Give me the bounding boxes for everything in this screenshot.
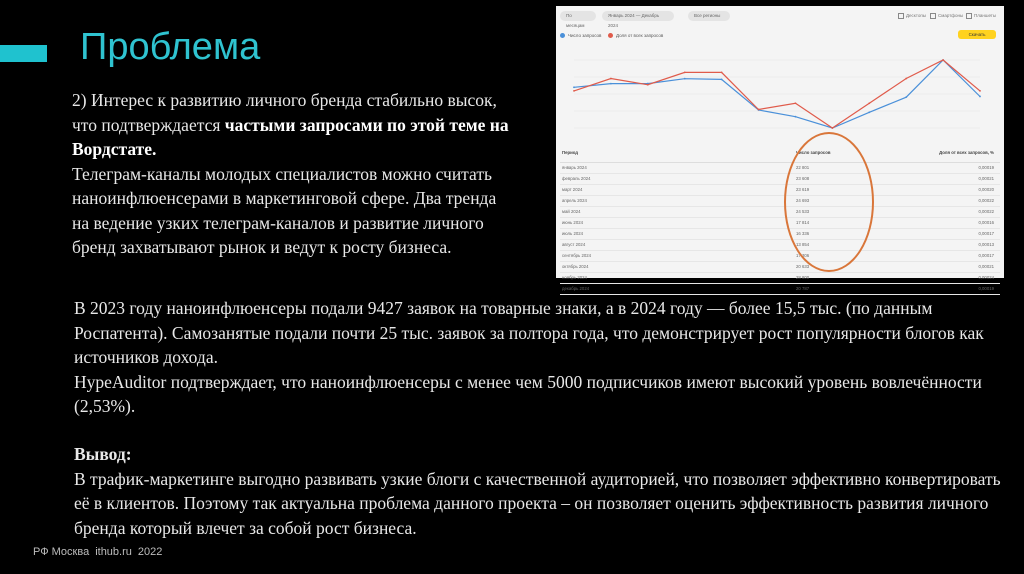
col-requests[interactable]: Число запросов — [796, 150, 831, 155]
row-requests: 13 854 — [796, 242, 810, 247]
row-period: июль 2024 — [562, 231, 584, 236]
row-share: 0,00022 — [978, 209, 994, 214]
highlight-oval — [784, 132, 874, 272]
footer-site: ithub.ru — [95, 546, 132, 558]
row-period: ноябрь 2024 — [562, 275, 587, 280]
row-requests: 20 633 — [796, 264, 810, 269]
intro-part1: 2) Интерес к развитию личного бренда стабильно высок, что подтверждается — [72, 90, 497, 135]
data-point — [979, 96, 981, 98]
data-point — [573, 90, 575, 92]
col-period[interactable]: Период — [562, 150, 579, 155]
data-point — [647, 84, 649, 86]
row-requests: 28 800 — [796, 275, 810, 280]
row-share: 0,00021 — [978, 176, 994, 181]
intro-bold: частыми запросами по этой теме на Вордстате. — [72, 114, 509, 159]
row-requests: 23 608 — [796, 176, 810, 181]
data-point — [831, 127, 833, 129]
data-point — [721, 79, 723, 81]
body-text — [74, 296, 1004, 419]
row-period: апрель 2024 — [562, 198, 587, 203]
row-period: январь 2024 — [562, 165, 587, 170]
region-select[interactable]: Все регионы — [688, 11, 730, 21]
row-period: октябрь 2024 — [562, 264, 589, 269]
body-paragraph-2: HypeAuditor подтверждает, что наноинфлюенсеры с менее чем 5000 подписчиков имеют высокий уровень вовлечённости (2,53%). — [74, 371, 982, 416]
footer-year: 2022 — [137, 546, 163, 558]
table-row — [560, 251, 1000, 262]
data-point — [795, 116, 797, 118]
table-row — [560, 284, 1000, 295]
conclusion-text: В трафик-маркетинге выгодно развивать узкие блоги с качественной аудиторией, что позволяет эффективно конвертировать её в клиентов. Поэтому так актуальна проблема данного проекта – он позволяет оценить эффективность развития личного бренда который влечет за собой рост бизнеса. — [74, 468, 1001, 538]
row-share: 0,00021 — [978, 264, 994, 269]
table-row — [560, 207, 1000, 218]
body-paragraph-1: В 2023 году наноинфлюенсеры подали 9427 заявок на товарные знаки, а в 2024 году — более 15,5 тыс. (по данным Роспатента). Самозанятые подали почти 25 тыс. заявок за полтора года, что демонстрирует рост популярности блогов как источников дохода. — [74, 298, 984, 367]
intro-part2: Телеграм-каналы молодых специалистов можно считать наноинфлюенсерами в маркетинговой сфере. Два тренда на ведение узких телеграм-каналов и развитие личного бренд захватывают рынок и ведут к росту бизнеса. — [72, 163, 497, 257]
row-share: 0,00022 — [978, 198, 994, 203]
intro-text — [72, 88, 512, 260]
wordstat-screenshot — [556, 6, 1004, 291]
legend-share-dot — [608, 33, 613, 38]
row-share: 0,00017 — [978, 231, 994, 236]
row-period: февраль 2024 — [562, 176, 591, 181]
row-requests: 24 693 — [796, 198, 810, 203]
data-point — [905, 78, 907, 80]
row-share: 0,00019 — [978, 165, 994, 170]
row-requests: 17 814 — [796, 220, 810, 225]
data-point — [684, 71, 686, 73]
data-point — [758, 109, 760, 111]
slide-title: Проблема — [80, 26, 261, 68]
conclusion-heading: Вывод: — [74, 444, 132, 464]
row-requests: 17 306 — [796, 253, 810, 258]
data-point — [795, 102, 797, 104]
conclusion — [74, 442, 1004, 540]
row-period: июнь 2024 — [562, 220, 583, 225]
row-share: 0,00016 — [978, 220, 994, 225]
table-row — [560, 262, 1000, 273]
legend-requests[interactable]: Число запросов — [560, 33, 601, 38]
table-row — [560, 273, 1000, 284]
legend-requests-dot — [560, 33, 565, 38]
data-point — [610, 78, 612, 80]
table-row — [560, 218, 1000, 229]
data-point — [905, 96, 907, 98]
row-share: 0,00020 — [978, 187, 994, 192]
row-requests: 22 801 — [796, 165, 810, 170]
table-row — [560, 229, 1000, 240]
table-row — [560, 185, 1000, 196]
table-row — [560, 163, 1000, 174]
row-share: 0,00013 — [978, 242, 994, 247]
table-row — [560, 174, 1000, 185]
data-point — [573, 86, 575, 88]
data-point — [868, 102, 870, 104]
data-point — [942, 59, 944, 61]
accent-bar — [0, 45, 47, 62]
row-period: декабрь 2024 — [562, 286, 590, 291]
smartphones-checkbox[interactable]: Смартфоны — [930, 13, 963, 19]
legend-share[interactable]: Доля от всех запросов — [608, 33, 663, 38]
row-share: 0,00017 — [978, 253, 994, 258]
row-period: март 2024 — [562, 187, 583, 192]
data-point — [868, 111, 870, 113]
row-period: август 2024 — [562, 242, 586, 247]
data-point — [721, 71, 723, 73]
wordstat-toolbar — [560, 9, 1000, 28]
tablets-checkbox[interactable]: Планшеты — [966, 13, 996, 19]
row-period: май 2024 — [562, 209, 581, 214]
row-requests: 24 533 — [796, 209, 810, 214]
wordstat-line-chart — [556, 42, 1004, 142]
data-point — [684, 78, 686, 80]
row-requests: 20 787 — [796, 286, 810, 291]
row-requests: 16 336 — [796, 231, 810, 236]
data-point — [979, 90, 981, 92]
data-point — [610, 83, 612, 85]
row-share: 0,00024 — [978, 275, 994, 280]
download-button[interactable]: Скачать — [958, 30, 996, 39]
table-header — [560, 150, 1000, 163]
desktop-checkbox[interactable]: Десктопы — [898, 13, 926, 19]
period-type-select[interactable]: По месяцам — [560, 11, 596, 21]
row-period: сентябрь 2024 — [562, 253, 592, 258]
table-row — [560, 196, 1000, 207]
row-requests: 23 619 — [796, 187, 810, 192]
table-row — [560, 240, 1000, 251]
row-share: 0,00019 — [978, 286, 994, 291]
date-range-select[interactable]: Январь 2024 — Декабрь 2024 — [602, 11, 674, 21]
col-share[interactable]: Доля от всех запросов, % — [939, 150, 994, 155]
footer-org: РФ Москва — [33, 546, 90, 558]
footer — [33, 546, 168, 558]
wordstat-table — [560, 150, 1000, 295]
